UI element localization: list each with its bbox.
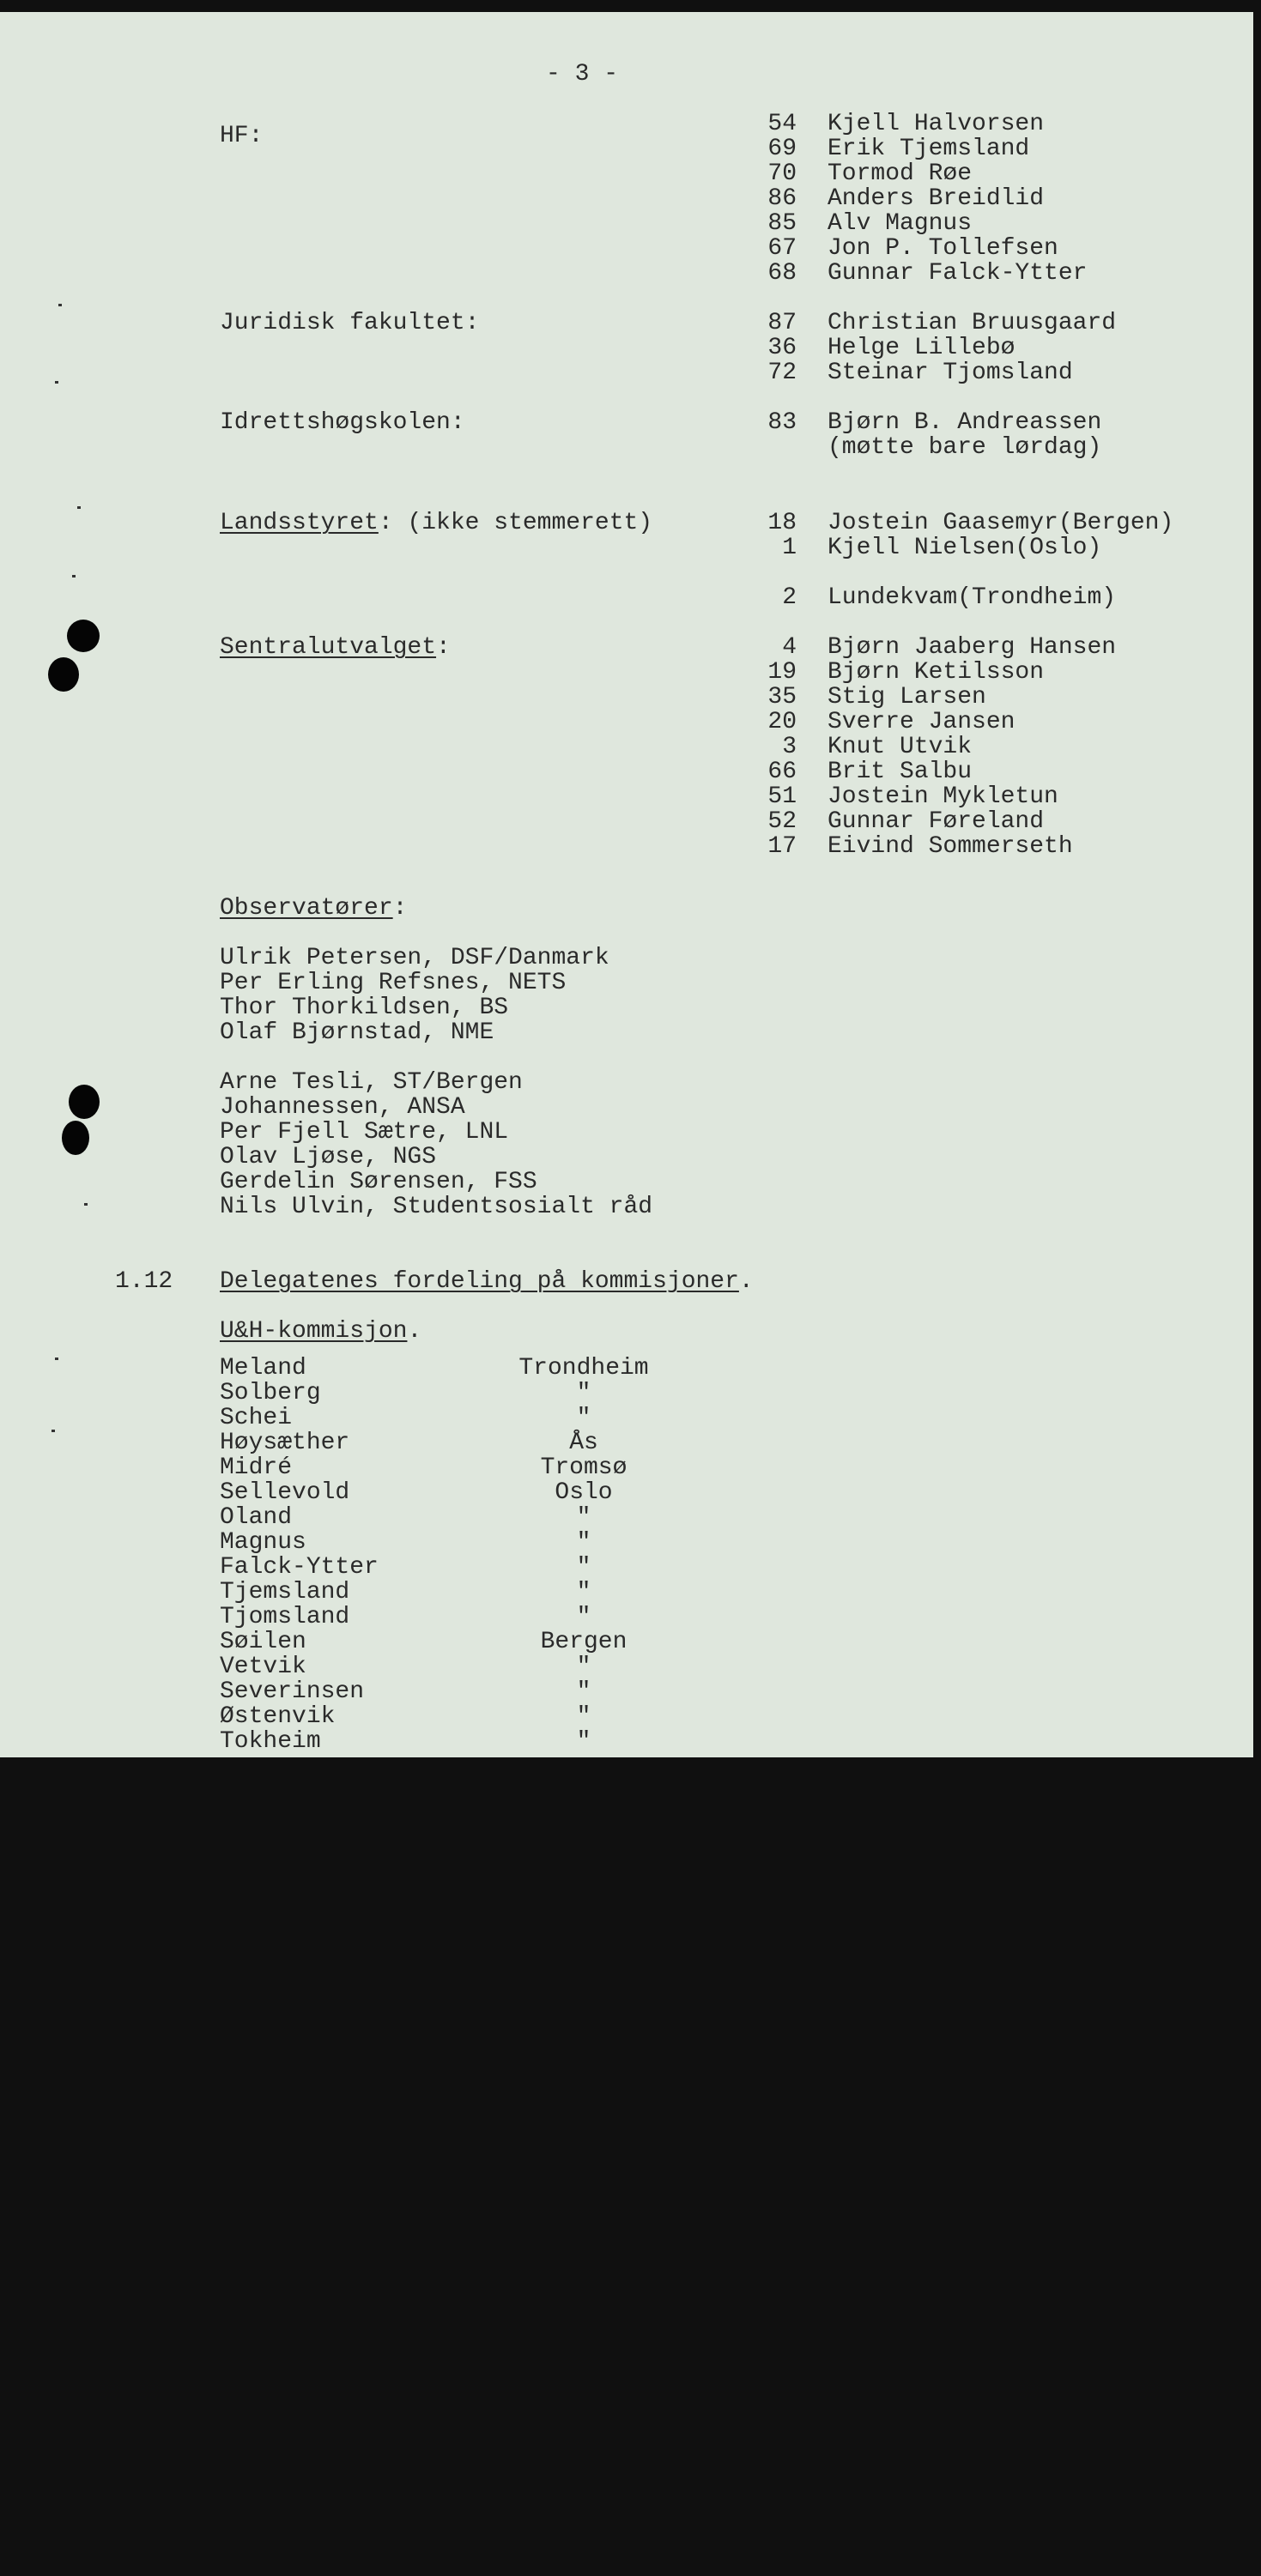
member-number: 19 bbox=[767, 659, 797, 686]
delegate-place: Oslo bbox=[555, 1479, 613, 1506]
member-number: 87 bbox=[767, 310, 797, 336]
member-number: 70 bbox=[767, 160, 797, 187]
group-hf-members bbox=[0, 12, 1253, 410]
member-name: Kjell Halvorsen bbox=[828, 111, 1045, 137]
landsstyret-note: : (ikke stemmerett) bbox=[378, 510, 653, 536]
member-number: 83 bbox=[767, 409, 797, 436]
observer-entry: Per Erling Refsnes, NETS bbox=[220, 970, 567, 996]
member-name: Knut Utvik bbox=[828, 734, 973, 760]
member-number: 2 bbox=[782, 584, 797, 611]
delegate-name: Vetvik bbox=[220, 1654, 306, 1680]
member-name: Eivind Sommerseth bbox=[828, 833, 1073, 860]
member-name: Sverre Jansen bbox=[828, 709, 1015, 735]
member-number: 85 bbox=[767, 210, 797, 237]
observers-heading-text: Observatører bbox=[220, 895, 393, 922]
punch-hole-mark bbox=[67, 620, 100, 652]
sentralutvalget-heading: Sentralutvalget bbox=[220, 634, 437, 661]
heading-colon: : bbox=[436, 634, 451, 661]
delegate-name: Meland bbox=[220, 1355, 306, 1382]
member-number: 35 bbox=[767, 684, 797, 711]
observer-entry: Thor Thorkildsen, BS bbox=[220, 995, 509, 1021]
observer-entry: Olaf Bjørnstad, NME bbox=[220, 1019, 494, 1046]
member-number: 3 bbox=[782, 734, 797, 760]
delegate-name: Magnus bbox=[220, 1529, 306, 1556]
member-number: 17 bbox=[767, 833, 797, 860]
member-number: 20 bbox=[767, 709, 797, 735]
commission-heading-period: . bbox=[407, 1318, 422, 1345]
delegate-place: " bbox=[576, 1654, 591, 1680]
page-number: - 3 - bbox=[546, 61, 619, 88]
delegate-name: Tokheim bbox=[220, 1728, 321, 1755]
delegate-place: Bergen bbox=[540, 1629, 627, 1655]
observer-entry: Olav Ljøse, NGS bbox=[220, 1144, 437, 1170]
landsstyret-heading: Landsstyret bbox=[220, 510, 379, 536]
delegate-place: " bbox=[576, 1703, 591, 1730]
delegate-name: Søilen bbox=[220, 1629, 306, 1655]
margin-mark bbox=[52, 1430, 55, 1432]
delegate-place: " bbox=[576, 1529, 591, 1556]
member-name: Bjørn Jaaberg Hansen bbox=[828, 634, 1117, 661]
delegate-place: " bbox=[576, 1380, 591, 1406]
member-note: (møtte bare lørdag) bbox=[828, 434, 1102, 461]
delegate-name: Høysæther bbox=[220, 1430, 350, 1456]
group-label-hf: HF: bbox=[220, 123, 264, 149]
delegate-place: Tromsø bbox=[540, 1454, 627, 1481]
group-label-idrett: Idrettshøgskolen: bbox=[220, 409, 465, 436]
member-number: 52 bbox=[767, 808, 797, 835]
member-name: Alv Magnus bbox=[828, 210, 973, 237]
member-number: 67 bbox=[767, 235, 797, 262]
commission-heading bbox=[220, 1319, 421, 1344]
commission-table bbox=[0, 1355, 1253, 2575]
section-number: 1.12 bbox=[115, 1268, 173, 1295]
delegate-place: " bbox=[576, 1405, 591, 1431]
punch-hole-mark bbox=[62, 1121, 89, 1155]
document-page bbox=[0, 12, 1253, 1757]
delegate-place: " bbox=[576, 1579, 591, 1605]
delegate-place: Trondheim bbox=[518, 1355, 649, 1382]
member-name: Jostein Gaasemyr(Bergen) bbox=[828, 510, 1174, 536]
member-name: Stig Larsen bbox=[828, 684, 986, 711]
member-name: Tormod Røe bbox=[828, 160, 973, 187]
member-number: 86 bbox=[767, 185, 797, 212]
margin-mark bbox=[77, 506, 81, 509]
observer-entry: Ulrik Petersen, DSF/Danmark bbox=[220, 945, 609, 971]
member-name: Bjørn Ketilsson bbox=[828, 659, 1045, 686]
punch-hole-mark bbox=[48, 657, 79, 692]
member-number: 72 bbox=[767, 360, 797, 386]
heading-colon: : bbox=[392, 895, 408, 922]
delegate-place: " bbox=[576, 1554, 591, 1581]
section-title bbox=[220, 1269, 754, 1294]
member-number: 69 bbox=[767, 136, 797, 162]
group-label-juridisk: Juridisk fakultet: bbox=[220, 310, 480, 336]
member-number: 4 bbox=[782, 634, 797, 661]
observer-entry: Gerdelin Sørensen, FSS bbox=[220, 1169, 537, 1195]
member-name: Kjell Nielsen(Oslo) bbox=[828, 535, 1102, 561]
group-label-sentralutvalget bbox=[220, 635, 451, 660]
delegate-place: Ås bbox=[569, 1430, 598, 1456]
member-name: Gunnar Falck-Ytter bbox=[828, 260, 1088, 287]
delegate-name: Schei bbox=[220, 1405, 293, 1431]
margin-mark bbox=[72, 575, 76, 577]
delegate-name: Tjomsland bbox=[220, 1604, 350, 1630]
member-number: 1 bbox=[782, 535, 797, 561]
member-name: Bjørn B. Andreassen bbox=[828, 409, 1102, 436]
member-name: Jon P. Tollefsen bbox=[828, 235, 1058, 262]
section-title-period: . bbox=[738, 1268, 754, 1295]
delegate-place: " bbox=[576, 1604, 591, 1630]
delegate-name: Sellevold bbox=[220, 1479, 350, 1506]
delegate-name: Solberg bbox=[220, 1380, 321, 1406]
delegate-place: " bbox=[576, 1504, 591, 1531]
member-name: Erik Tjemsland bbox=[828, 136, 1030, 162]
group-label-landsstyret bbox=[220, 511, 652, 535]
member-number: 68 bbox=[767, 260, 797, 287]
delegate-place: " bbox=[576, 1678, 591, 1705]
delegate-name: Oland bbox=[220, 1504, 293, 1531]
margin-mark bbox=[58, 304, 62, 306]
delegate-place: " bbox=[576, 1728, 591, 1755]
observer-entry: Arne Tesli, ST/Bergen bbox=[220, 1069, 523, 1096]
member-number: 66 bbox=[767, 759, 797, 785]
observer-entry: Nils Ulvin, Studentsosialt råd bbox=[220, 1194, 653, 1220]
member-name: Anders Breidlid bbox=[828, 185, 1045, 212]
member-name: Lundekvam(Trondheim) bbox=[828, 584, 1117, 611]
section-title-text: Delegatenes fordeling på kommisjoner bbox=[220, 1268, 739, 1295]
member-number: 36 bbox=[767, 335, 797, 361]
member-number: 51 bbox=[767, 783, 797, 810]
observer-entry: Johannessen, ANSA bbox=[220, 1094, 465, 1121]
commission-heading-text: U&H-kommisjon bbox=[220, 1318, 408, 1345]
margin-mark bbox=[55, 381, 58, 384]
observers-heading bbox=[220, 896, 407, 921]
delegate-name: Tjemsland bbox=[220, 1579, 350, 1605]
margin-mark bbox=[84, 1203, 88, 1206]
member-number: 18 bbox=[767, 510, 797, 536]
member-name: Helge Lillebø bbox=[828, 335, 1015, 361]
member-name: Jostein Mykletun bbox=[828, 783, 1058, 810]
delegate-name: Østenvik bbox=[220, 1703, 336, 1730]
member-number: 54 bbox=[767, 111, 797, 137]
member-name: Gunnar Føreland bbox=[828, 808, 1045, 835]
margin-mark bbox=[55, 1358, 58, 1360]
member-name: Brit Salbu bbox=[828, 759, 973, 785]
observer-entry: Per Fjell Sætre, LNL bbox=[220, 1119, 509, 1146]
member-name: Christian Bruusgaard bbox=[828, 310, 1117, 336]
member-name: Steinar Tjomsland bbox=[828, 360, 1073, 386]
delegate-name: Falck-Ytter bbox=[220, 1554, 379, 1581]
punch-hole-mark bbox=[69, 1085, 100, 1119]
delegate-name: Severinsen bbox=[220, 1678, 365, 1705]
delegate-name: Midré bbox=[220, 1454, 293, 1481]
